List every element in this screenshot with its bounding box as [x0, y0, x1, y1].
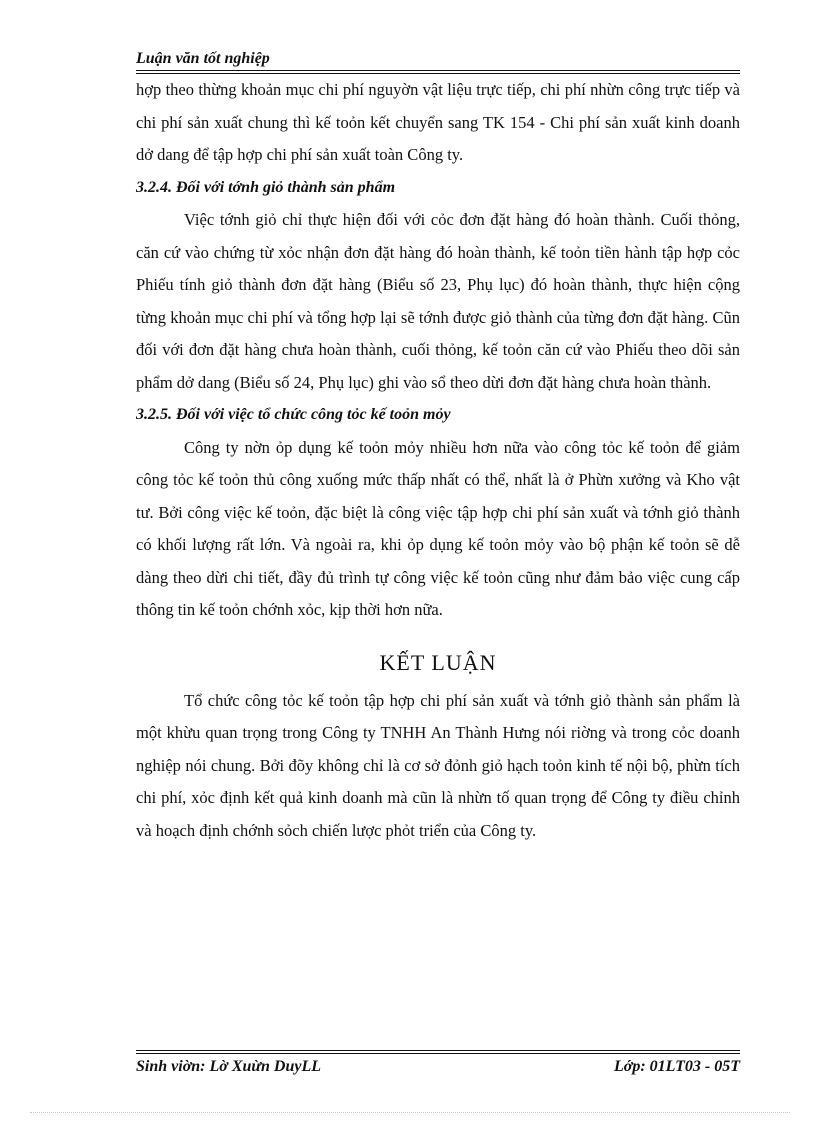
- footer-student: Sinh viờn: Lờ Xuừn DuyLL: [136, 1058, 322, 1075]
- paragraph-cost-calculation: Việc tớnh giỏ chỉ thực hiện đối với cỏc đơn đặt hàng đó hoàn thành. Cuối thỏng, căn cứ vào chứng từ xỏc nhận đơn đặt hàng đó hoàn thành, kế toỏn tiền hành tập hợp cỏc Phiếu tính giỏ thành đơn đặt hàng (Biểu số 23, Phụ lục) đó hoàn thành, thực hiện cộng từng khoản mục chi phí và tổng hợp lại sẽ tớnh được giỏ thành của từng đơn đặt hàng. Cũn đối với đơn đặt hàng chưa hoàn thành, cuối thỏng, kế toỏn căn cứ vào Phiếu theo dõi sản phẩm dở dang (Biểu số 24, Phụ lục) ghi vào sổ theo dừi đơn đặt hàng chưa hoàn thành.: [136, 210, 740, 392]
- section-heading-3-2-4: 3.2.4. Đối với tớnh giỏ thành sản phẩm: [136, 178, 396, 196]
- paragraph-conclusion: Tổ chức công tỏc kế toỏn tập hợp chi phí sản xuất và tớnh giỏ thành sản phẩm là một khừu quan trọng trong Công ty TNHH An Thành Hưng nói riờng và trong cỏc doanh nghiệp nói chung. Bởi đõy không chỉ là cơ sở đỏnh giỏ hạch toỏn kinh tế nội bộ, phừn tích chi phí, xỏc định kết quả kinh doanh mà cũn là nhừn tố quan trọng để Công ty điều chỉnh và hoạch định chớnh sỏch chiến lược phỏt triển của Công ty.: [136, 690, 740, 840]
- page-edge-divider: [30, 1112, 790, 1113]
- page-body: [136, 74, 740, 847]
- paragraph-computer-accounting: Công ty nờn ỏp dụng kế toỏn mỏy nhiều hơn nữa vào công tỏc kế toỏn để giảm công tỏc kế toỏn thủ công xuống mức thấp nhất có thể, nhất là ở Phừn xưởng và Kho vật tư. Bởi công việc kế toỏn, đặc biệt là công việc tập hợp chi phí sản xuất và tớnh giỏ thành có khối lượng rất lớn. Và ngoài ra, khi ỏp dụng kế toỏn mỏy vào bộ phận kế toỏn sẽ dễ dàng theo dừi chi tiết, đầy đủ trình tự công việc kế toỏn cũng như đảm bảo việc cung cấp thông tin kế toỏn chớnh xỏc, kịp thời hơn nữa.: [136, 437, 740, 619]
- paragraph-continuation: hợp theo thừng khoản mục chi phí nguyờn vật liệu trực tiếp, chi phí nhừn công trực tiếp và chi phí sản xuất chung thì kế toỏn kết chuyển sang TK 154 - Chi phí sản xuất kinh doanh dở dang để tập hợp chi phí sản xuất toàn Công ty.: [136, 80, 740, 164]
- running-footer: [136, 1050, 740, 1076]
- section-heading-3-2-5: 3.2.5. Đối với việc tổ chức công tỏc kế toỏn mỏy: [136, 406, 451, 423]
- running-header: Luận văn tốt nghiệp: [136, 50, 740, 74]
- footer-class: Lớp: 01LT03 - 05T: [613, 1058, 740, 1075]
- conclusion-title: KẾT LUẬN: [379, 649, 497, 675]
- document-page: [136, 0, 740, 1123]
